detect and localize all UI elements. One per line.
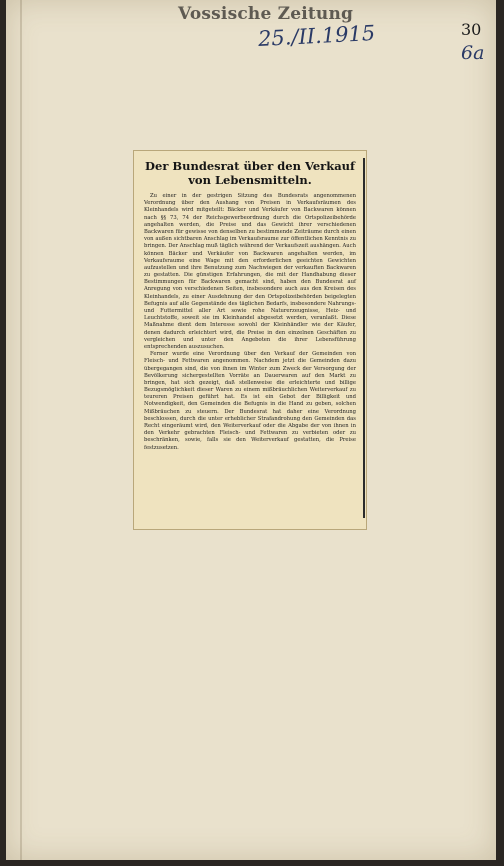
column-rule xyxy=(363,158,365,518)
article-paragraph-1: Zu einer in der gestrigen Sitzung des Bundesrats angenommenen Verordnung über den Aushang von Preisen in Verkaufsräumen des Kleinhandels wird mitgeteilt: Bäcker und Verkäufer von Backwaren können nach §§ 73, 74 der Reichsgewerbeordnung durch die Ortspolizeibehörde angehalten werden, die Preise und das Gewicht ihrer verschiedenen Backwaren für gewisse von denselben zu bestimmende Zeiträume durch einen von außen sichtbaren Anschlag im Verkaufsraume zur öffentlichen Kenntnis zu bringen. Der Anschlag muß täglich während der Verkaufszeit aushängen. Auch können Bäcker und Verkäufer von Backwaren angehalten werden, im Verkaufsraume eine Wage mit den erforderlichen geeichten Gewichten aufzustellen und ihre Benutzung zum Nachwiegen der verkauften Backwaren zu gestatten. Die günstigen Erfahrungen, die mit der Handhabung dieser Bestimmungen für Backwaren gemacht sind, haben den Bundesrat auf Anregung von verschiedenen Seiten, insbesondere auch aus den Kreisen des Kleinhandels, zu einer Ausdehnung der den Ortspolizeibehörden beigelegten Befugnis auf alle Gegenstände des täglichen Bedarfs, insbesondere Nahrungs- und Futtermittel aller Art sowie rohe Naturerzeugnisse, Heiz- und Leuchtstoffe, soweit sie im Kleinhandel abgesetzt werden, veranlaßt. Diese Maßnahme dient dem Interesse sowohl der Kleinhändler wie der Käufer, denen dadurch erleichtert wird, die Preise in den einzelnen Geschäften zu vergleichen und unter den Angeboten die ihrer Lebensführung entsprechenden auszusuchen. xyxy=(144,193,356,350)
page-number: 30 xyxy=(461,20,482,39)
clipping-headline xyxy=(144,159,356,187)
newspaper-clipping xyxy=(133,150,367,530)
paper-fold-line xyxy=(20,0,22,860)
article-paragraph-2: Ferner wurde eine Verordnung über den Verkauf der Gemeinden von Fleisch- und Fettwaren angenommen. Nachdem jetzt die Gemeinden dazu übergegangen sind, die von ihnen im Winter zum Zweck der Versorgung der Bevölkerung sichergestellten Vorräte an Dauerwaren auf den Markt zu bringen, hat sich gezeigt, daß stellenweise die erleichterte und billige Bezugsmöglichkeit dieser Waren zu einem mißbräuchlichen Weiterverkauf zu teureren Preisen geführt hat. Es ist ein Gebot der Billigkeit und Notwendigkeit, den Gemeinden die Befugnis in die Hand zu geben, solchen Mißbräuchen zu steuern. Der Bundesrat hat daher eine Verordnung beschlossen, durch die unter erheblicher Strafandrohung den Gemeinden das Recht eingeräumt wird, den Weiterverkauf oder die Abgabe der von ihnen in den Verkehr gebrachten Fleisch- und Fettwaren zu verbieten oder zu beschränken, sowie, falls sie den Weiterverkauf gestatten, die Preise festzusetzen. xyxy=(144,351,356,451)
handwritten-date: 25./II.1915 xyxy=(257,20,376,52)
headline-line-2: von Lebensmitteln. xyxy=(188,173,312,187)
folio-mark: 6a xyxy=(461,42,485,64)
headline-line-1: Der Bundesrat über den Verkauf xyxy=(145,159,355,173)
newspaper-masthead: Vossische Zeitung xyxy=(178,4,354,24)
